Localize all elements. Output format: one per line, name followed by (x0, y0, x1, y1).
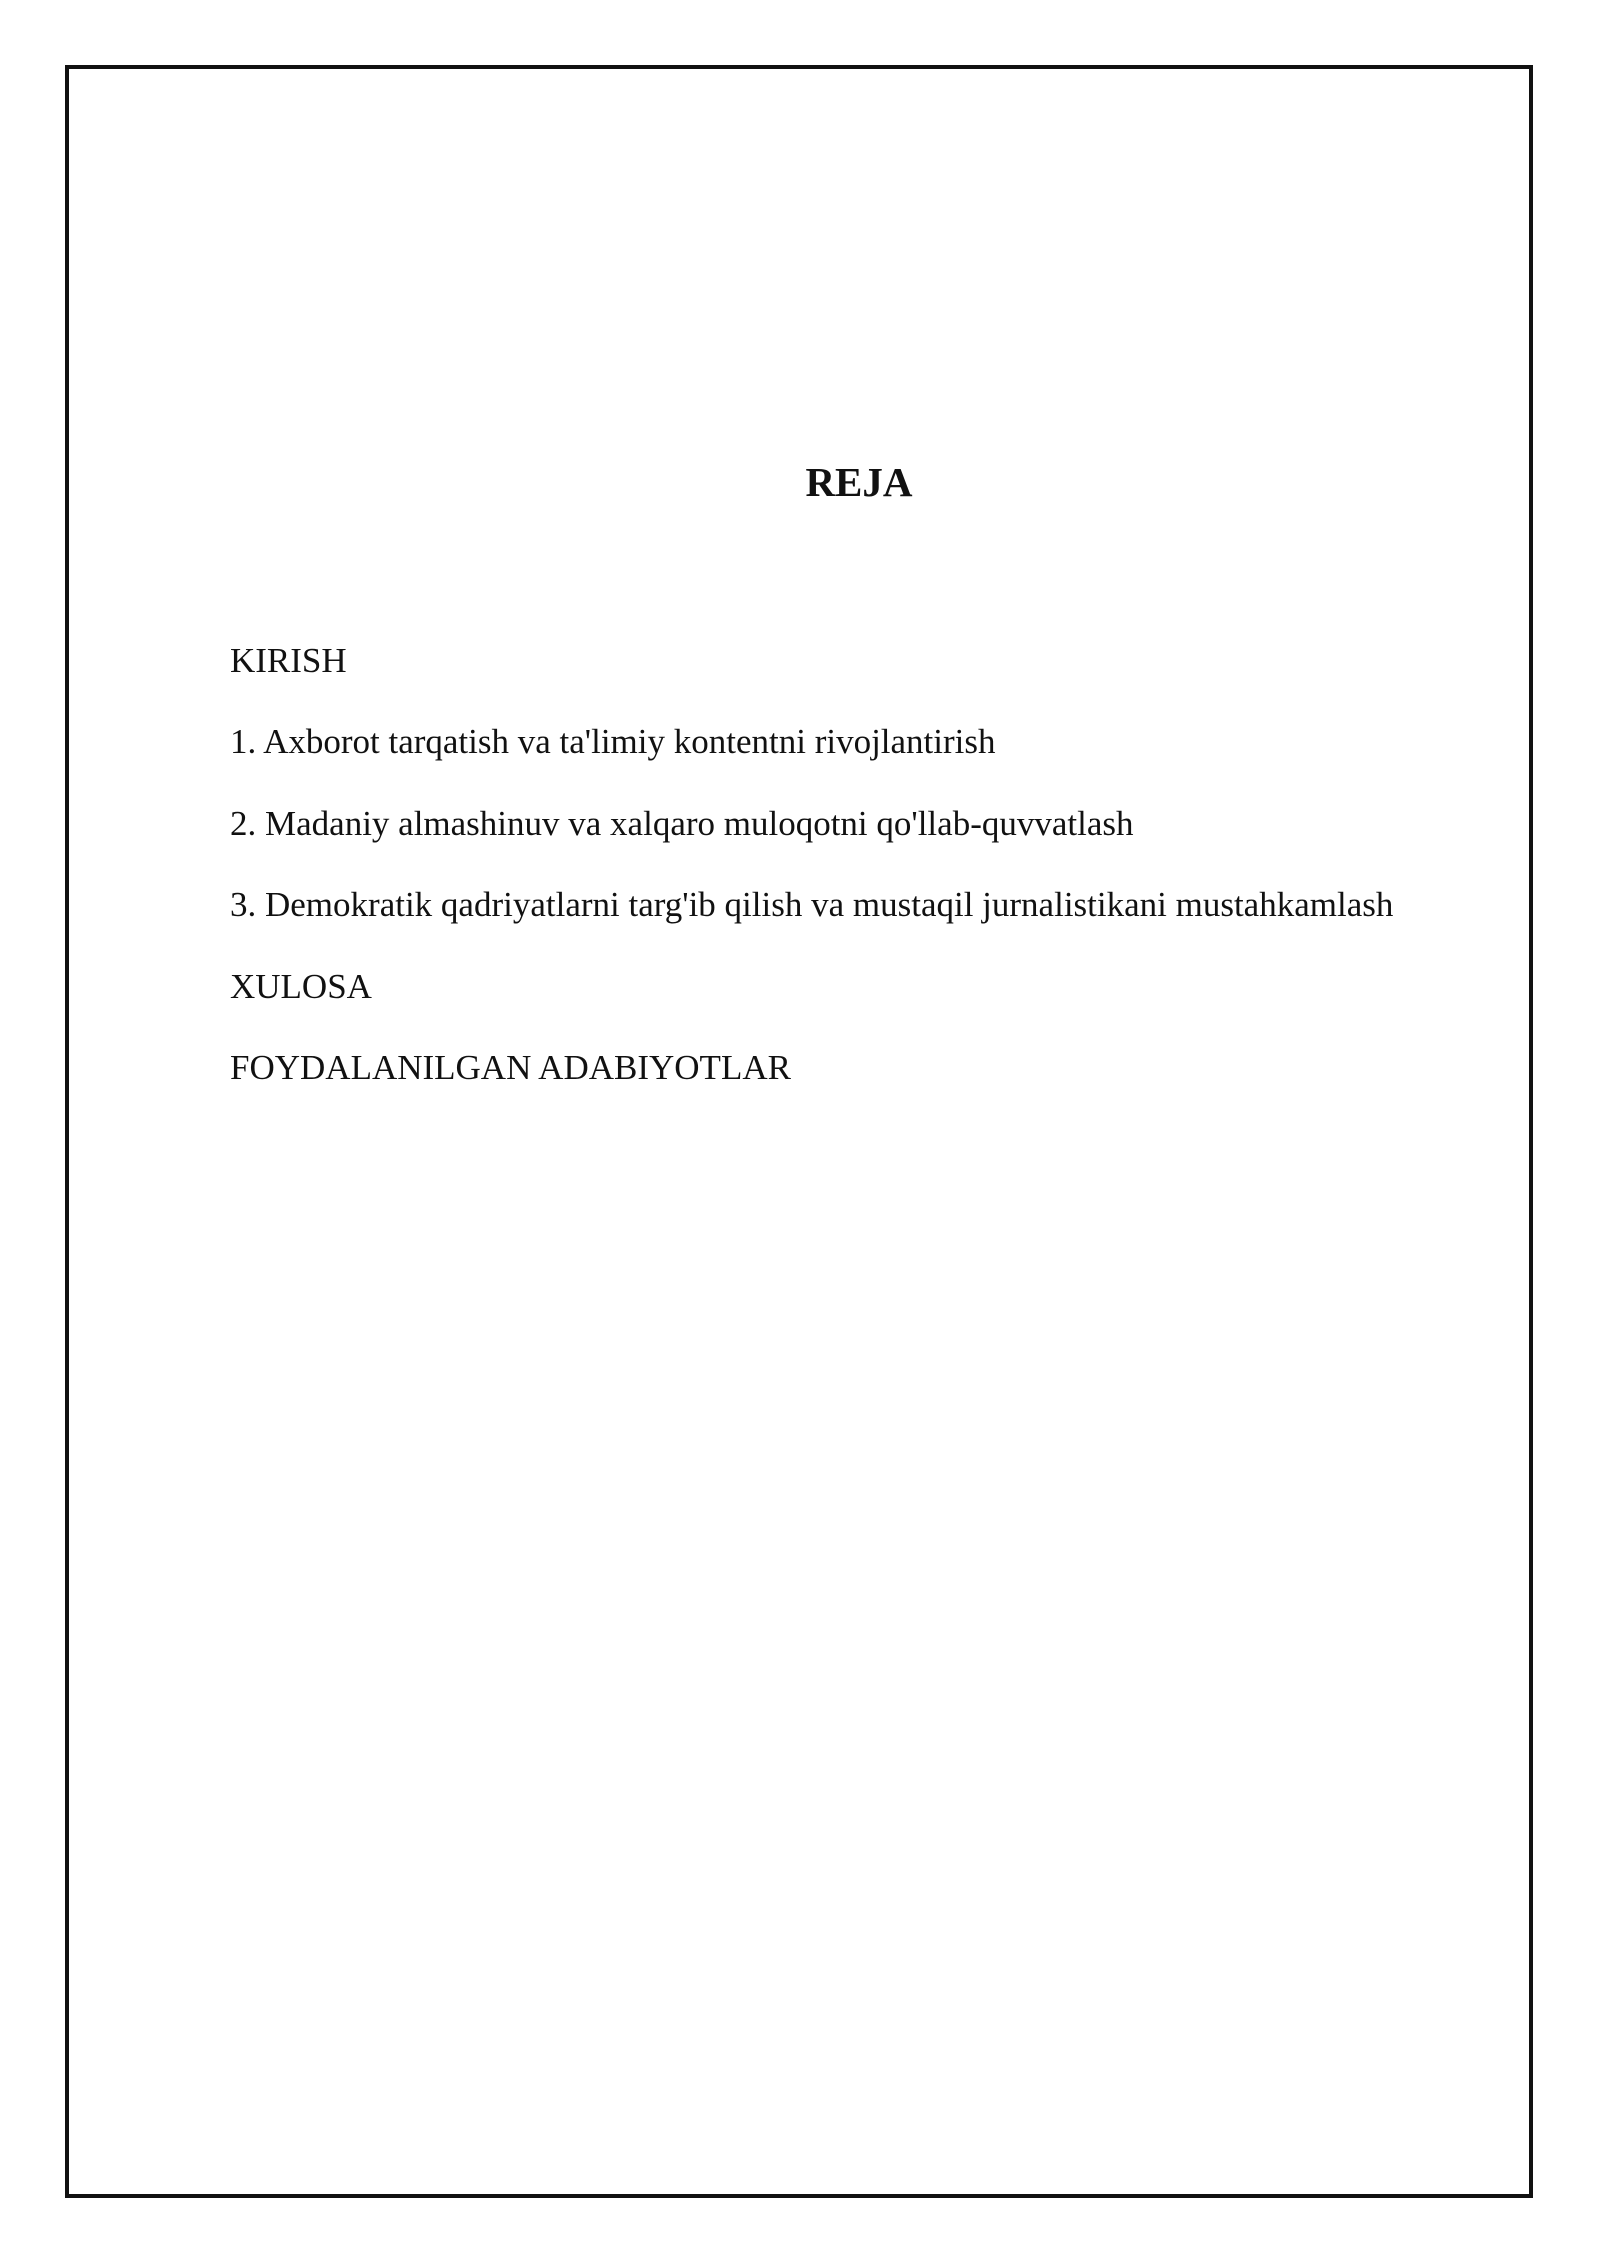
toc-item-section-1: 1. Axborot tarqatish va ta'limiy kontentni rivojlantirish (230, 722, 996, 762)
page-border (65, 65, 1533, 2198)
toc-item-conclusion: XULOSA (230, 966, 372, 1006)
page-title: REJA (805, 459, 913, 505)
toc-item-introduction: KIRISH (230, 641, 347, 680)
toc-item-section-2: 2. Madaniy almashinuv va xalqaro muloqotni qo'llab-quvvatlash (230, 803, 1134, 843)
toc-item-section-3: 3. Demokratik qadriyatlarni targ'ib qilish va mustaqil jurnalistikani mustahkamlash (230, 885, 1394, 925)
toc-item-references: FOYDALANILGAN ADABIYOTLAR (230, 1047, 791, 1087)
table-of-contents (230, 640, 1393, 1128)
